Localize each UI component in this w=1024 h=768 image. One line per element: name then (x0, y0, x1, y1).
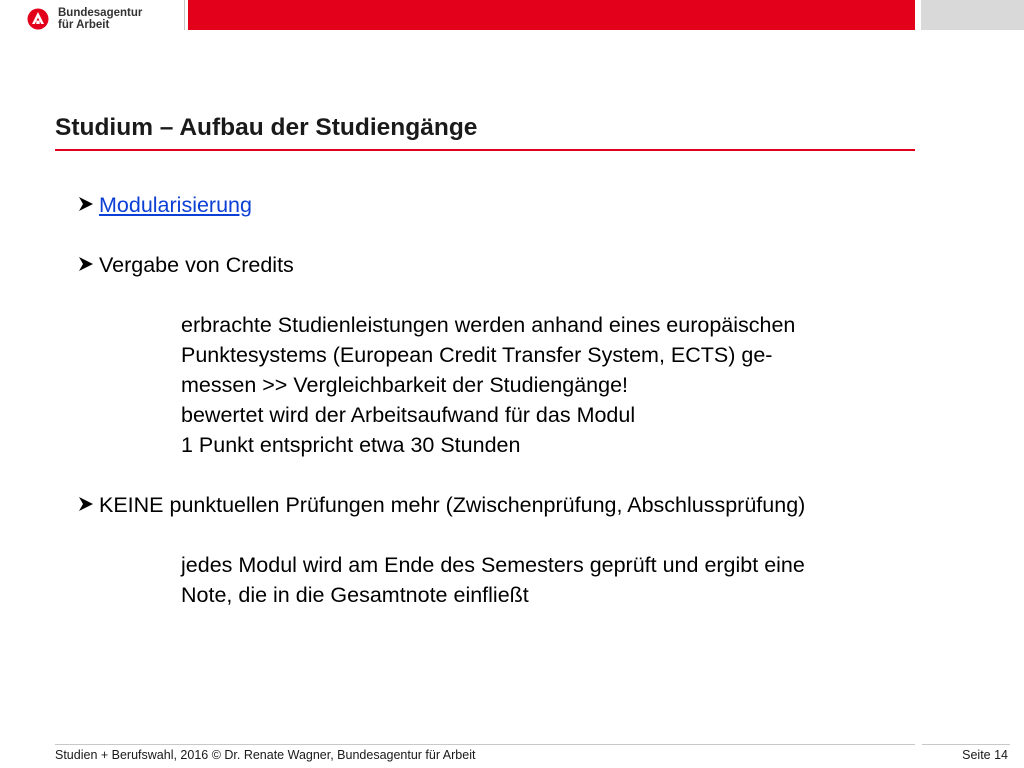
bullet-label: Vergabe von Credits (99, 253, 294, 277)
detail-line: jedes Modul wird am Ende des Semesters geprüft und ergibt eine (181, 553, 805, 577)
footer-rule (55, 744, 915, 745)
arrow-bullet-icon (77, 250, 99, 280)
ba-logo-icon (27, 8, 49, 30)
header-red-bar (188, 0, 915, 30)
bullet-pruefungen (77, 490, 957, 520)
modularisierung-link[interactable]: Modularisierung (99, 193, 252, 217)
detail-line: 1 Punkt entspricht etwa 30 Stunden (181, 433, 521, 457)
page-number: Seite 14 (962, 748, 1008, 762)
header-separator (184, 0, 185, 30)
arrow-bullet-icon (77, 490, 99, 520)
slide-content (77, 190, 957, 610)
ba-logo (27, 7, 142, 31)
org-name-line2: für Arbeit (58, 19, 110, 31)
bullet-credits (77, 250, 957, 280)
org-name (58, 7, 142, 31)
arrow-bullet-icon (77, 190, 99, 220)
footer-copyright: Studien + Berufswahl, 2016 © Dr. Renate Wagner, Bundesagentur für Arbeit (55, 748, 476, 762)
detail-line: Punktesystems (European Credit Transfer System, ECTS) ge- (181, 343, 773, 367)
bullet-label: KEINE punktuellen Prüfungen mehr (Zwischenprüfung, Abschlussprüfung) (99, 493, 806, 517)
slide-title: Studium – Aufbau der Studiengänge (55, 114, 478, 141)
footer-rule-right (922, 744, 1010, 745)
detail-line: bewertet wird der Arbeitsaufwand für das Modul (181, 403, 636, 427)
detail-line: erbrachte Studienleistungen werden anhand eines europäischen (181, 313, 796, 337)
org-name-line1: Bundesagentur (58, 7, 143, 19)
title-underline (55, 149, 915, 151)
detail-line: messen >> Vergleichbarkeit der Studiengänge! (181, 373, 629, 397)
bullet-modularisierung (77, 190, 957, 220)
detail-line: Note, die in die Gesamtnote einfließt (181, 583, 529, 607)
header-gray-bar (921, 0, 1024, 30)
